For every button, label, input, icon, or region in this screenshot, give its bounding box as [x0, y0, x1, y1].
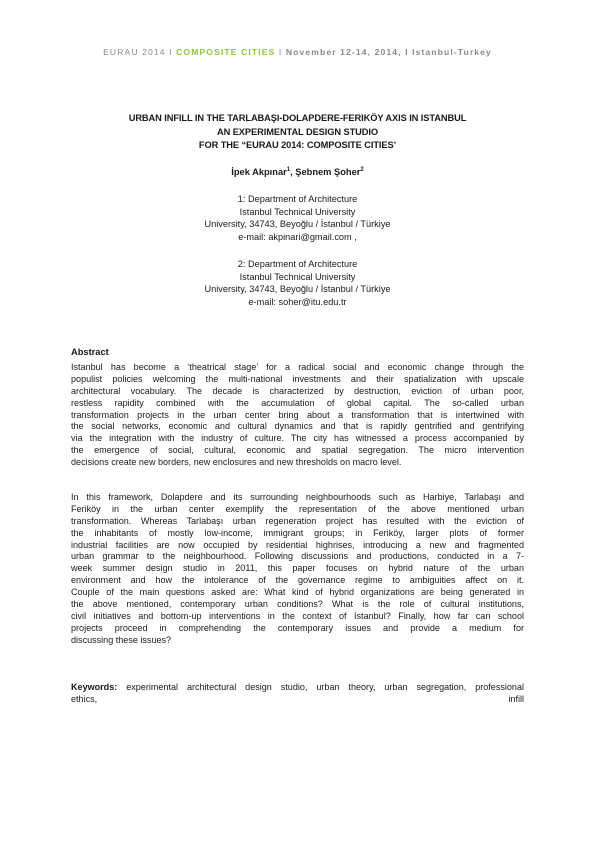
text-line: Istanbul has become a ‘theatrical stage’ for a radical social and economic change through the — [71, 362, 524, 372]
affiliation-institution: Istanbul Technical University — [239, 206, 356, 217]
header-theme: COMPOSITE CITIES — [176, 47, 276, 57]
text-line: Feriköy in the urban center exemplify the representation of the above mentioned urban — [71, 503, 524, 514]
keywords-line — [71, 682, 524, 694]
header-conference: EURAU 2014 I — [103, 47, 177, 57]
text-line: the above mentioned, contemporary urban conditions? What is the role of cultural institutions, — [71, 599, 524, 610]
author-name: Şebnem Şoher — [295, 167, 361, 178]
running-header — [0, 47, 595, 57]
keywords-text: infill — [508, 693, 524, 704]
author-affil-marker: 2 — [360, 167, 364, 173]
affiliation-address: University, 34743, Beyoğlu / İstanbul / Türkiye — [204, 284, 391, 295]
text-line: urban grammar to the neighbourhood. Following discussions and productions, conducted in a 7- — [71, 551, 524, 562]
keywords-label: Keywords: — [71, 682, 118, 692]
text-line: In this framework, Dolapdere and its surrounding neighbourhoods such as Harbiye, Tarlabaşı and — [71, 492, 524, 502]
affiliation-department: 2: Department of Architecture — [237, 259, 358, 269]
text-line: restless rapidity combined with the accumulation of global capital. The so-called urban — [71, 397, 524, 408]
text-line: Couple of the main questions asked are: What kind of hybrid organizations are being generated in — [71, 587, 524, 598]
author-affil-marker: 1 — [286, 167, 291, 173]
affiliation-email: e-mail: akpinari@gmail.com , — [238, 231, 357, 242]
text-line: industrial facilities are now occupied by residential highrises, introducing a new and fragmented — [71, 539, 524, 550]
abstract-paragraph-2 — [71, 492, 524, 647]
keywords-block — [71, 682, 524, 706]
title-line-3: FOR THE “EURAU 2014: COMPOSITE CITIES’ — [198, 140, 397, 150]
author-name: İpek Akpınar — [231, 167, 287, 178]
text-line: the social networks, economic and cultural dynamics and that is rapidly gentrified and gentrifying — [71, 421, 524, 432]
text-line: via the integration with the industry of culture. The city has witnessed a process accompanied by — [71, 433, 524, 444]
affiliation-institution: Istanbul Technical University — [239, 271, 356, 282]
header-separator: I — [275, 47, 286, 57]
text-line: decisions create new borders, new enclosures and new thresholds on macro level. — [71, 457, 402, 468]
text-line: transformation projects in the urban center bring about a transformation that is intertwined with — [71, 409, 524, 420]
paper-title — [0, 112, 595, 153]
text-line: civil initiatives and bottom-up interventions in the context of Istanbul? Finally, how far can school — [71, 610, 524, 621]
abstract-heading: Abstract — [71, 347, 109, 357]
text-line: discussing these issues? — [71, 634, 172, 645]
keywords-text: ethics, — [71, 693, 98, 704]
keywords-line — [71, 694, 524, 706]
author-list — [0, 167, 595, 177]
text-line: week summer design studio in 2011, this paper focuses on hybrid nature of the urban — [71, 563, 524, 574]
text-line: architectural vocabulary. The decade is characterized by destruction, eviction of urban poor, — [71, 385, 524, 396]
text-line: the emergence of social, cultural, economic and spatial segregation. The micro intervention — [71, 445, 524, 456]
affiliation-block — [0, 193, 595, 243]
text-line: populist policies welcoming the multi-national investments and their spatialization with upscale — [71, 373, 524, 384]
text-line: environment and how the intolerance of the governance regime to ambiguities affect on it. — [71, 575, 524, 586]
affiliation-email: e-mail: soher@itu.edu.tr — [248, 296, 347, 307]
text-line: the inhabitants of mostly low-income, immigrant groups; in Feriköy, larger plots of former — [71, 527, 524, 538]
title-line-1: URBAN INFILL IN THE TARLABAŞI-DOLAPDERE-FERIKÖY AXIS IN ISTANBUL — [128, 113, 467, 123]
affiliation-department: 1: Department of Architecture — [237, 194, 358, 204]
text-line: projects proceed in comprehending the contemporary issues and provide a medium for — [71, 622, 524, 633]
abstract-paragraph-1 — [71, 362, 524, 469]
author-separator: , — [290, 167, 296, 178]
affiliation-block — [0, 258, 595, 308]
header-date-location: November 12-14, 2014, I Istanbul-Turkey — [285, 47, 492, 57]
affiliation-address: University, 34743, Beyoğlu / İstanbul / Türkiye — [204, 219, 391, 230]
text-line: transformation. Whereas Tarlabaşı urban regeneration project has resulted with the eviction of — [71, 515, 524, 526]
keywords-text: experimental architectural design studio, urban theory, urban segregation, professional — [117, 682, 524, 692]
title-line-2: AN EXPERIMENTAL DESIGN STUDIO — [216, 126, 379, 137]
